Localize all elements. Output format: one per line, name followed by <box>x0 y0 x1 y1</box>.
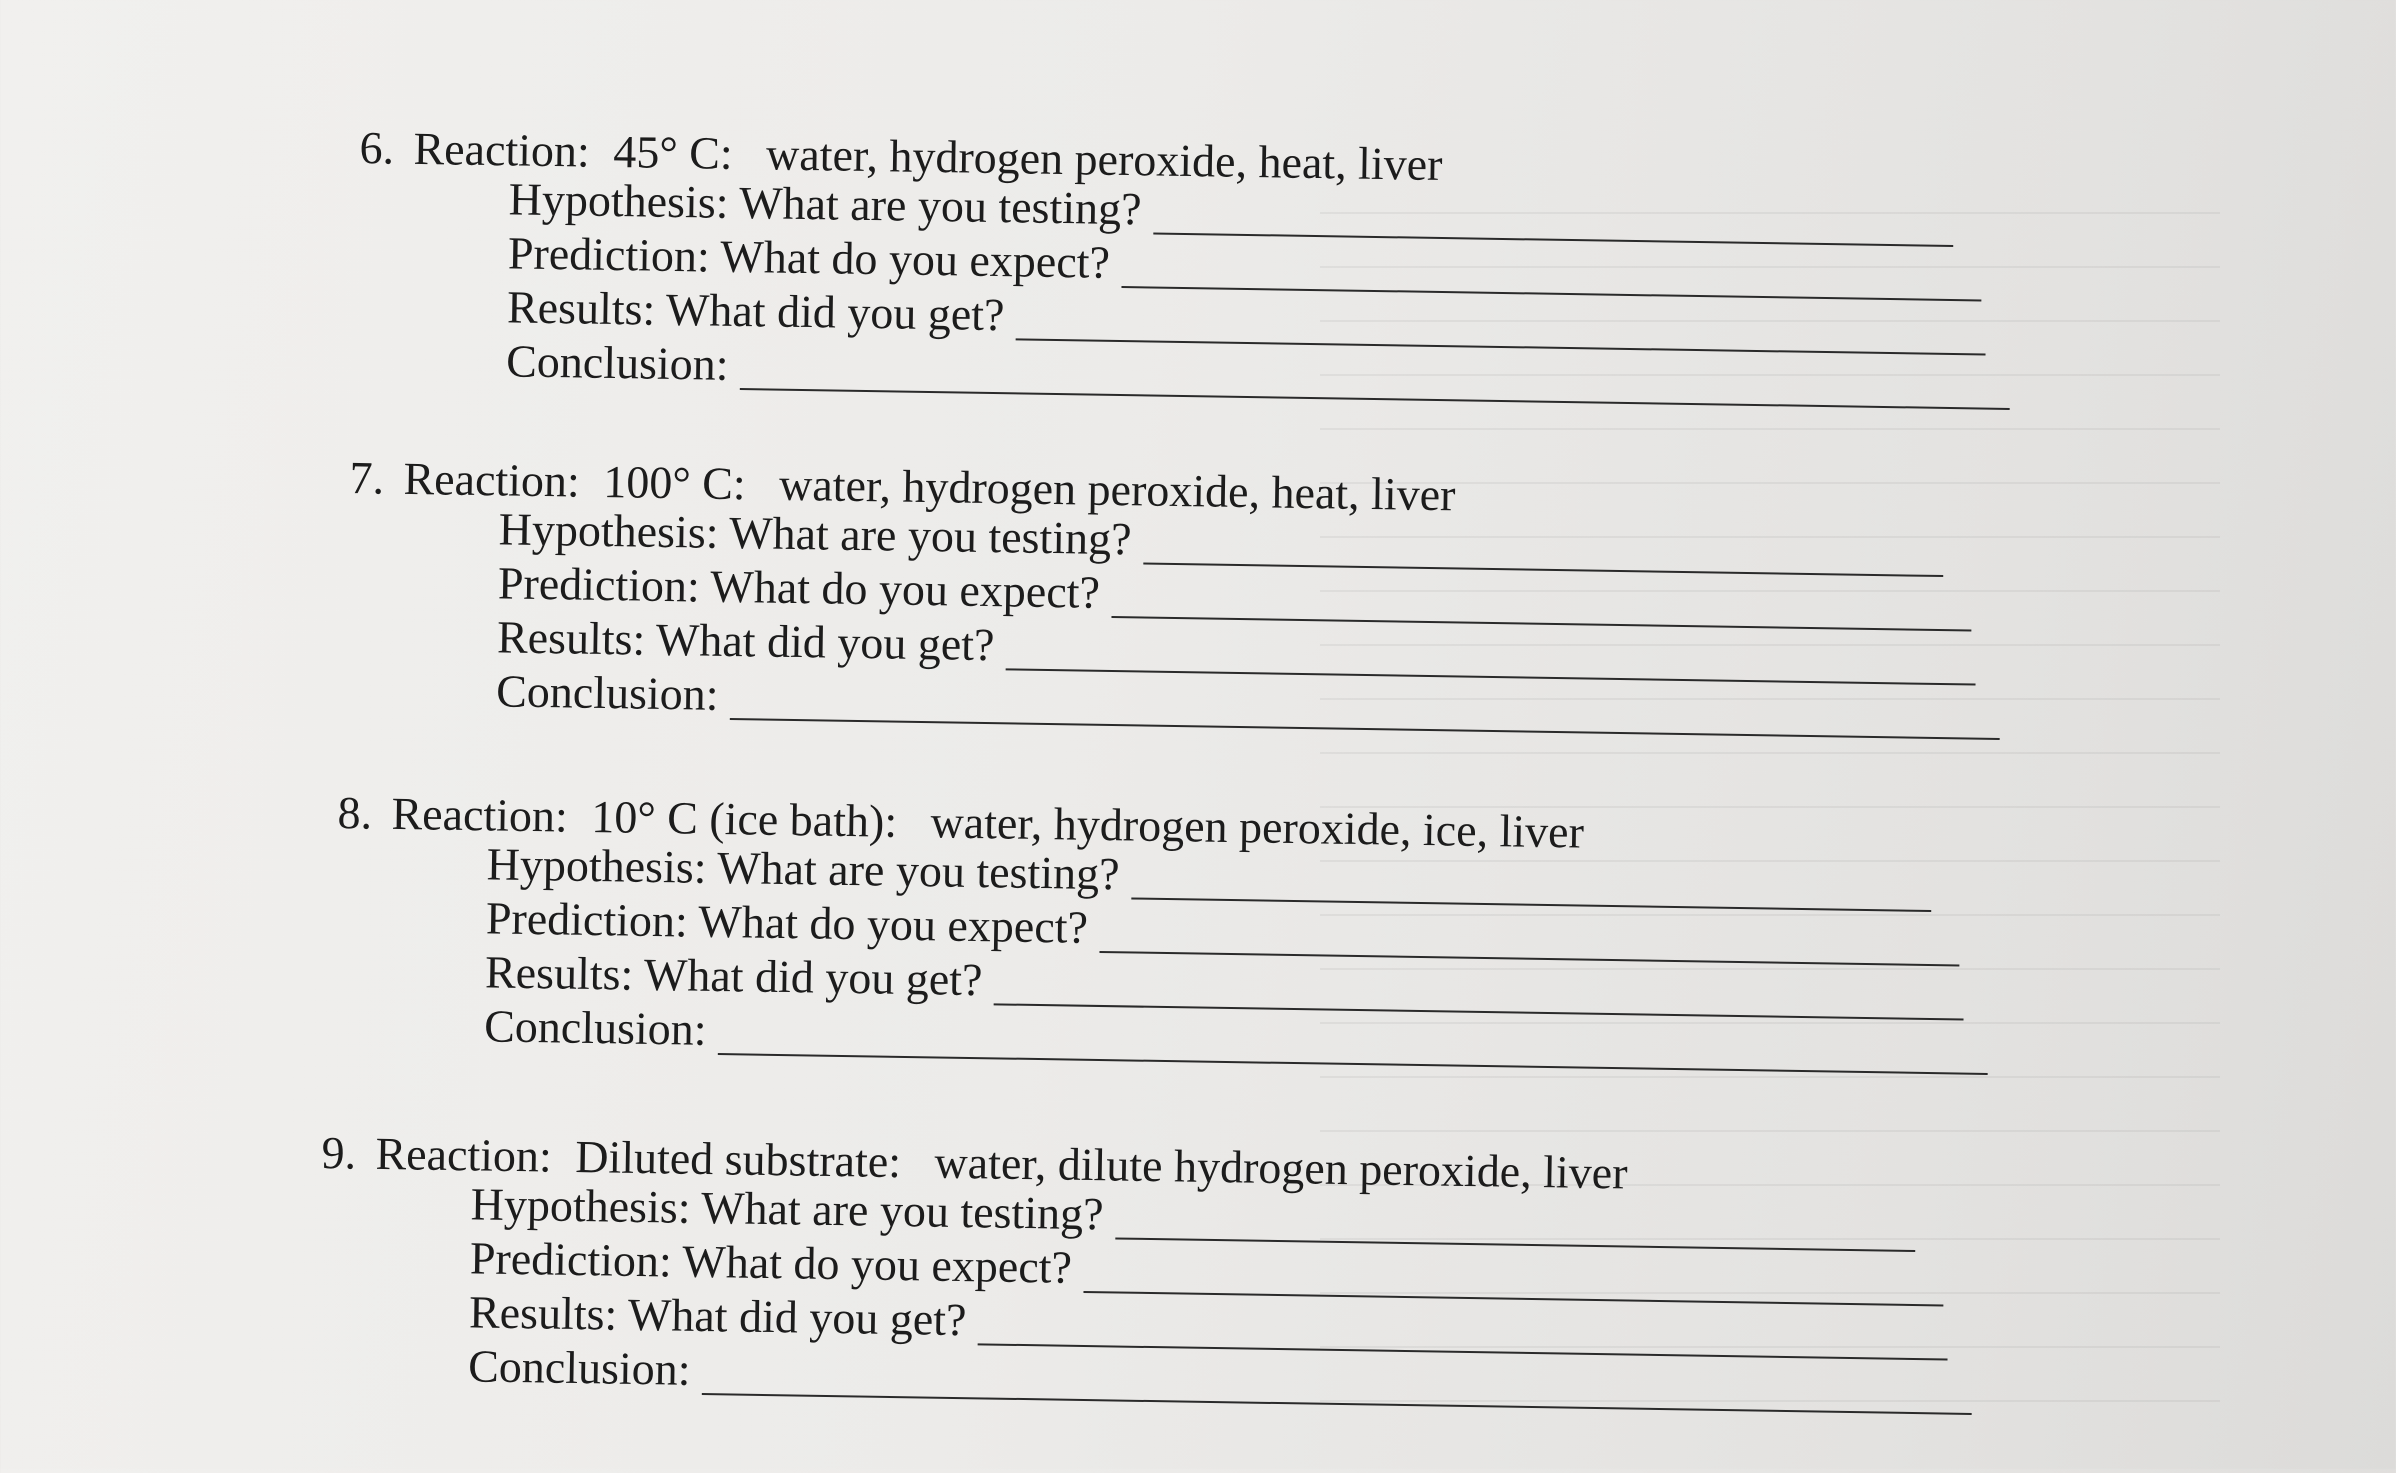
results-prompt: Results: What did you get? <box>468 1286 967 1346</box>
conclusion-prompt: Conclusion: <box>495 665 719 720</box>
question-7 <box>345 450 2396 798</box>
reaction-detail: water, dilute hydrogen peroxide, liver <box>934 1136 1628 1199</box>
question-6 <box>355 120 2396 468</box>
reaction-label: Reaction: <box>391 787 569 842</box>
reaction-condition: 45° C: <box>612 125 734 179</box>
reaction-label: Reaction: <box>403 452 581 507</box>
reaction-detail: water, hydrogen peroxide, heat, liver <box>765 128 1443 191</box>
results-prompt: Results: What did you get? <box>506 281 1005 341</box>
hypothesis-prompt: Hypothesis: What are you testing? <box>498 503 1132 565</box>
prediction-prompt: Prediction: What do you expect? <box>507 227 1111 288</box>
reaction-label: Reaction: <box>375 1127 553 1182</box>
reaction-condition: 10° C (ice bath): <box>590 790 898 847</box>
prediction-prompt: Prediction: What do you expect? <box>485 892 1089 953</box>
question-8 <box>333 785 2396 1133</box>
reaction-label: Reaction: <box>413 122 591 177</box>
results-prompt: Results: What did you get? <box>496 611 995 671</box>
reaction-detail: water, hydrogen peroxide, ice, liver <box>930 796 1585 858</box>
conclusion-answer-line[interactable] <box>718 1053 1988 1075</box>
question-number: 7. <box>349 451 385 504</box>
results-prompt: Results: What did you get? <box>484 946 983 1006</box>
hypothesis-prompt: Hypothesis: What are you testing? <box>486 838 1120 900</box>
question-9 <box>317 1125 2396 1473</box>
prediction-prompt: Prediction: What do you expect? <box>469 1232 1073 1293</box>
conclusion-answer-line[interactable] <box>730 718 2000 740</box>
conclusion-answer-line[interactable] <box>740 388 2010 410</box>
reaction-detail: water, hydrogen peroxide, heat, liver <box>778 458 1456 521</box>
prediction-prompt: Prediction: What do you expect? <box>497 557 1101 618</box>
question-number: 8. <box>337 786 373 839</box>
question-number: 9. <box>321 1126 357 1179</box>
hypothesis-prompt: Hypothesis: What are you testing? <box>470 1178 1104 1240</box>
conclusion-prompt: Conclusion: <box>467 1340 691 1395</box>
conclusion-prompt: Conclusion: <box>505 335 729 390</box>
reaction-condition: 100° C: <box>602 455 747 510</box>
conclusion-answer-line[interactable] <box>702 1393 1972 1415</box>
conclusion-prompt: Conclusion: <box>483 1000 707 1055</box>
hypothesis-prompt: Hypothesis: What are you testing? <box>508 173 1142 235</box>
reaction-condition: Diluted substrate: <box>574 1130 902 1188</box>
question-number: 6. <box>359 121 395 174</box>
